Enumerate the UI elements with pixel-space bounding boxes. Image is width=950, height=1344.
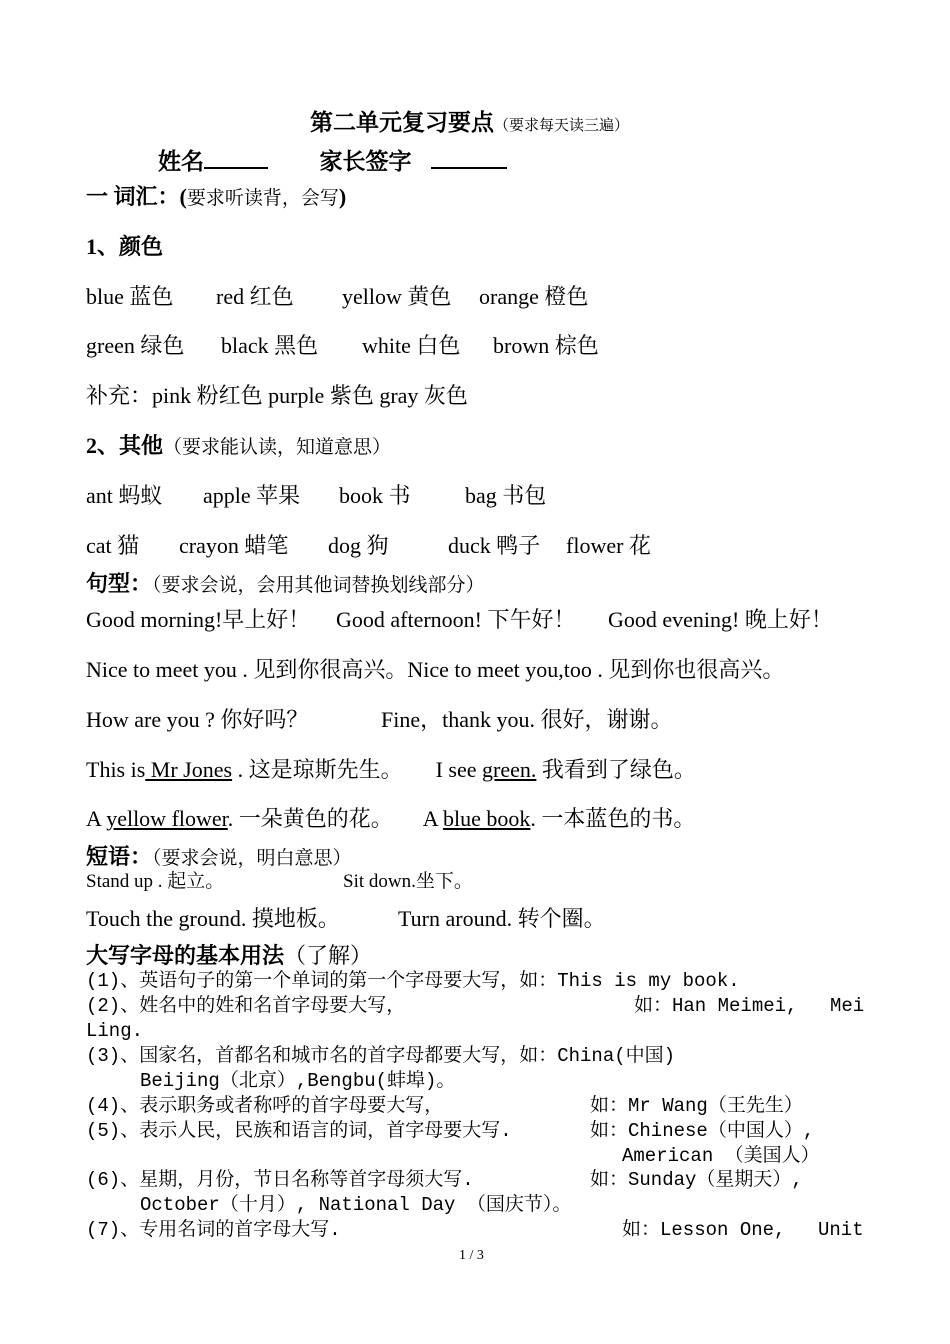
sentences-heading <box>86 571 485 599</box>
caps-rule-2-example-2: Mei <box>830 995 865 1017</box>
caps-rule-5-example: 如：Chinese（中国人）, <box>590 1120 815 1142</box>
s5-b1: A <box>422 806 443 831</box>
others-row-2 <box>86 533 651 559</box>
s5-a1: A <box>86 806 107 831</box>
caps-rule-7-example: 如：Lesson One, <box>622 1219 786 1241</box>
caps-rule-4-example: 如：Mr Wang（王先生） <box>590 1095 803 1117</box>
word-red: red 红色 <box>216 284 294 309</box>
phrases-heading-text: 短语： <box>86 844 153 869</box>
word-yellow: yellow 黄色 <box>342 284 452 309</box>
s4-underline-mr-jones: Mr Jones <box>145 757 233 782</box>
sentence-good-morning: Good morning!早上好！ <box>86 607 311 632</box>
word-brown: brown 棕色 <box>493 333 599 358</box>
caps-rule-5-cont: American （美国人） <box>622 1145 820 1167</box>
colors-row-2 <box>86 333 599 359</box>
parent-sign-label: 家长签字 <box>319 149 412 174</box>
colors-extra: 补充：pink 粉红色 purple 紫色 gray 灰色 <box>86 383 468 408</box>
word-ant: ant 蚂蚁 <box>86 483 163 508</box>
word-duck: duck 鸭子 <box>448 533 541 558</box>
sentence-good-evening: Good evening! 晚上好！ <box>608 607 833 632</box>
caps-note: （了解） <box>284 943 373 968</box>
phrase-touch-ground: Touch the ground. 摸地板。 <box>86 906 340 931</box>
word-cat: cat 猫 <box>86 533 140 558</box>
s4-underline-green: green. <box>482 757 537 782</box>
caps-rule-2-cont: Ling. <box>86 1020 144 1042</box>
name-blank[interactable] <box>204 147 268 169</box>
s5-b3: . 一本蓝色的书。 <box>530 806 696 831</box>
s5-underline-blue-book: blue book <box>442 806 531 831</box>
title-note: （要求每天读三遍） <box>494 118 630 134</box>
word-white: white 白色 <box>362 333 461 358</box>
word-flower: flower 花 <box>566 533 651 558</box>
sentence-greetings <box>86 607 833 633</box>
vocab-close: ) <box>338 184 347 209</box>
sentence-good-afternoon: Good afternoon! 下午好！ <box>336 607 576 632</box>
caps-rule-2-text: (2)、姓名中的姓和名首字母要大写， <box>86 995 406 1017</box>
phrases-note: （要求会说，明白意思） <box>152 848 352 869</box>
parent-sign-blank[interactable] <box>431 147 507 169</box>
caps-rule-6: (6)、星期，月份，节日名称等首字母须大写. <box>86 1169 474 1191</box>
word-dog: dog 狗 <box>328 533 389 558</box>
word-blue: blue 蓝色 <box>86 284 174 309</box>
s4-b3: 我看到了绿色。 <box>536 757 696 782</box>
sentence-how-are-you <box>86 707 673 733</box>
caps-rule-5: (5)、表示人民，民族和语言的词，首字母要大写. <box>86 1120 512 1142</box>
caps-rule-2 <box>86 994 405 1018</box>
word-green: green 绿色 <box>86 333 185 358</box>
phrase-sit-down: Sit down.坐下。 <box>343 871 473 892</box>
name-label: 姓名 <box>158 149 204 174</box>
caps-rule-4: (4)、表示职务或者称呼的首字母要大写， <box>86 1095 444 1117</box>
caps-rule-6-example: 如：Sunday（星期天）, <box>590 1169 803 1191</box>
phrase-turn-around: Turn around. 转个圈。 <box>398 906 606 931</box>
sentence-this-is <box>86 757 696 783</box>
phrases-row-2 <box>86 906 606 932</box>
vocab-heading <box>86 184 346 212</box>
sentence-nice-to-meet: Nice to meet you . 见到你很高兴。Nice to meet you,too . 见到你也很高兴。 <box>86 657 785 682</box>
phrases-row-1 <box>86 869 473 895</box>
others-note: （要求能认读，知道意思） <box>163 437 392 458</box>
caps-rule-1: (1)、英语句子的第一个单词的第一个字母要大写，如：This is my book. <box>86 970 740 992</box>
word-orange: orange 橙色 <box>479 284 589 309</box>
caps-heading-text: 大写字母的基本用法 <box>86 943 285 968</box>
colors-row-1 <box>86 284 588 310</box>
word-black: black 黑色 <box>221 333 319 358</box>
phrase-stand-up: Stand up . 起立。 <box>86 871 225 892</box>
word-bag: bag 书包 <box>465 483 547 508</box>
others-row-1 <box>86 483 546 509</box>
s4-a1: This is <box>86 757 146 782</box>
caps-heading <box>86 943 372 969</box>
sentence-how-are-you-q: How are you ? 你好吗？ <box>86 707 309 732</box>
s4-a3: . 这是琼斯先生。 <box>232 757 403 782</box>
sentences-note: （要求会说，会用其他词替换划线部分） <box>152 575 485 596</box>
sign-row <box>158 147 507 175</box>
caps-rule-7: (7)、专用名词的首字母大写. <box>86 1219 341 1241</box>
sentence-a-flower <box>86 806 695 832</box>
vocab-heading-text: 一 词汇：( <box>86 184 187 209</box>
s4-b1: I see <box>435 757 483 782</box>
caps-rule-3-cont: Beijing（北京）,Bengbu(蚌埠)。 <box>140 1070 456 1092</box>
caps-rule-2-example: 如：Han Meimei, <box>634 995 798 1017</box>
vocab-note: 要求听读背，会写 <box>186 188 339 209</box>
word-book: book 书 <box>339 483 411 508</box>
word-apple: apple 苹果 <box>203 483 301 508</box>
others-heading-text: 2、其他 <box>86 433 164 458</box>
page-title <box>310 110 629 139</box>
title-main: 第二单元复习要点 <box>310 110 494 135</box>
caps-rule-3: (3)、国家名，首都名和城市名的首字母都要大写，如：China(中国) <box>86 1045 676 1067</box>
page-number: 1 / 3 <box>459 1248 484 1263</box>
s5-a3: . 一朵黄色的花。 <box>227 806 393 831</box>
sentences-heading-text: 句型： <box>86 571 153 596</box>
word-crayon: crayon 蜡笔 <box>179 533 289 558</box>
caps-rule-6-cont: October（十月）, National Day （国庆节）。 <box>140 1194 572 1216</box>
caps-rule-7-example-2: Unit <box>818 1219 864 1241</box>
colors-heading: 1、颜色 <box>86 234 164 259</box>
phrases-heading <box>86 844 352 872</box>
s5-underline-yellow-flower: yellow flower <box>106 806 228 831</box>
sentence-fine-thanks: Fine，thank you. 很好，谢谢。 <box>381 707 673 732</box>
others-heading <box>86 433 391 461</box>
